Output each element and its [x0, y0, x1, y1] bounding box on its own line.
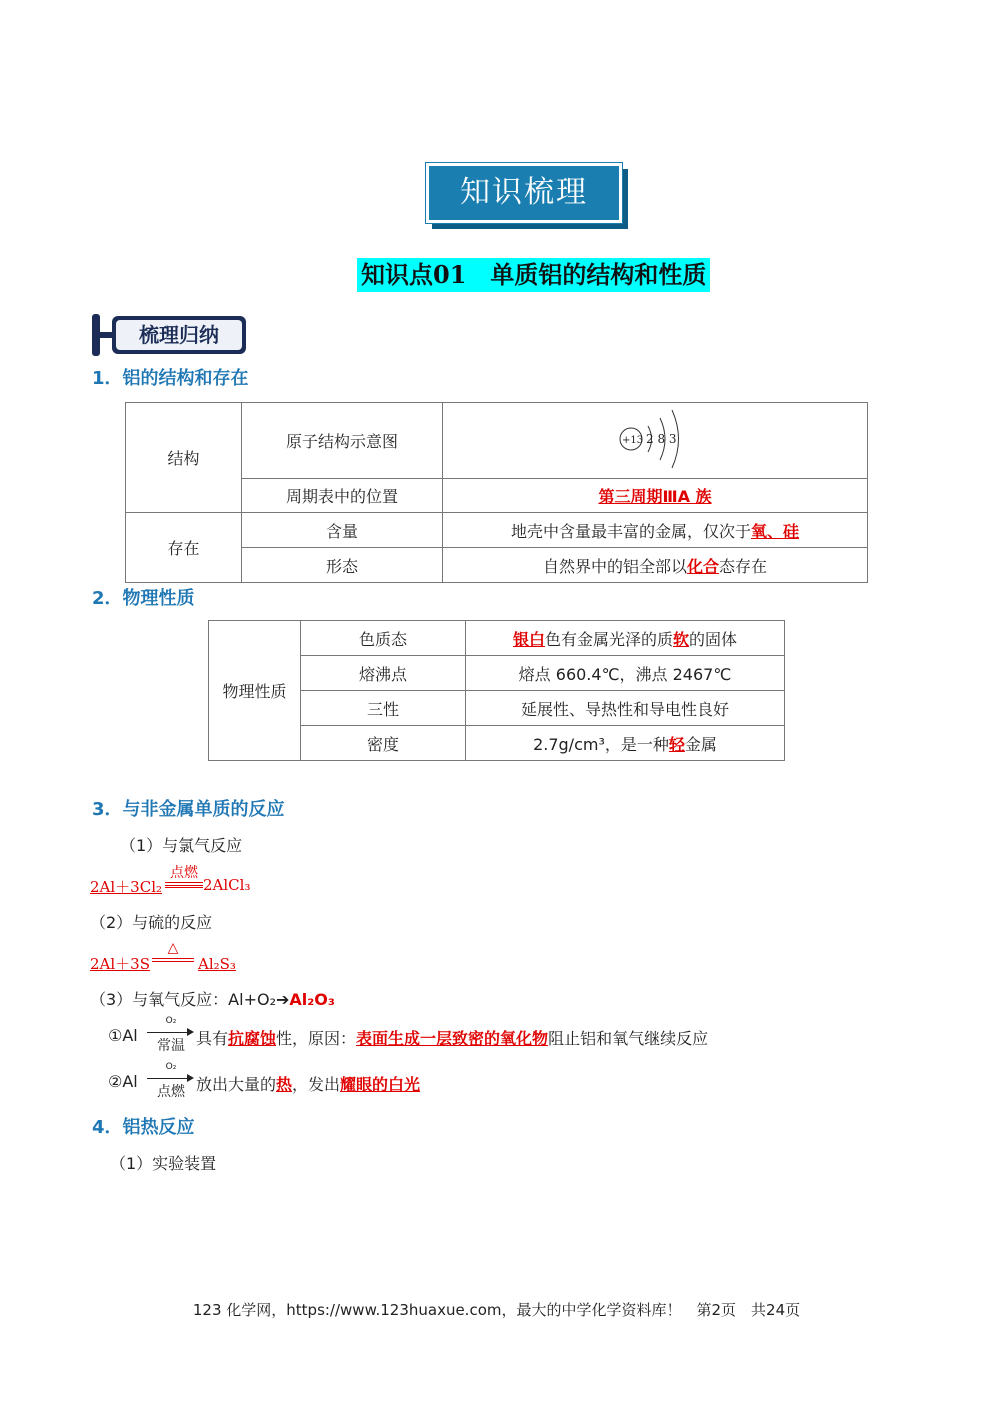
row3-key: 三性: [301, 691, 466, 726]
form-suffix: 态存在: [719, 556, 768, 576]
content-value-text: 地壳中含量最丰富的金属，仅次于: [510, 521, 751, 541]
section3-heading: 3．与非金属单质的反应: [92, 799, 285, 820]
item2-hl1: 热: [276, 1075, 293, 1094]
item1-arrow-bottom: 常温: [157, 1038, 185, 1054]
form-value: [443, 548, 868, 583]
row2-value: 熔点 660.4℃，沸点 2467℃: [466, 656, 785, 691]
atomic-structure-diagram: [610, 406, 700, 472]
page-footer: 123 化学网，https://www.123huaxue.com，最大的中学化学资料库！ 第2页 共24页: [192, 1301, 801, 1319]
oxygen-product: Al₂O₃: [289, 990, 335, 1009]
row1-value: [466, 621, 785, 656]
section4-heading: 4．铝热反应: [92, 1117, 195, 1138]
eq1-equals: [165, 882, 203, 886]
electron-shells: 2 8 3: [646, 431, 677, 446]
form-label: 形态: [242, 548, 443, 583]
structure-table: [125, 402, 868, 583]
oxygen-item1-text: [196, 1026, 708, 1049]
section2-heading: 2．物理性质: [92, 588, 195, 609]
item2-hl2: 耀眼的白光: [340, 1075, 421, 1094]
item1-arrow-top: O₂: [165, 1016, 177, 1026]
tag-label: 梳理归纳: [116, 320, 242, 350]
item2-arrow-bottom: 点燃: [157, 1084, 185, 1100]
content-value-highlight: 氧、硅: [751, 521, 800, 541]
item1-c: 阻止铝和氧气继续反应: [548, 1029, 709, 1048]
row1-hl1: 银白: [512, 629, 545, 649]
period-value-text: 第三周期ⅢA 族: [598, 487, 712, 506]
item2-a: 放出大量的: [196, 1075, 277, 1094]
section-banner: [426, 163, 622, 223]
eq2-left: 2Al＋3S: [90, 955, 150, 973]
period-value: [443, 479, 868, 513]
content-label: 含量: [242, 513, 443, 548]
chlorine-subheading: （1）与氯气反应: [120, 836, 243, 855]
row1-mid: 色有金属光泽的质: [544, 629, 673, 649]
item1-hl1: 抗腐蚀: [228, 1029, 277, 1048]
summary-tag: [92, 314, 248, 356]
tag-bar: [92, 314, 100, 356]
period-label: 周期表中的位置: [242, 479, 443, 513]
eq2-equals: [152, 958, 194, 962]
row4-hl: 轻: [668, 734, 685, 754]
oxygen-item2-text: [196, 1072, 420, 1095]
eq1-equals-bottom: [165, 887, 203, 889]
item1-arrow-line: [147, 1032, 189, 1033]
item2-arrow-top: O₂: [165, 1062, 177, 1072]
structure-label: 结构: [126, 403, 242, 513]
atomic-label: 原子结构示意图: [242, 403, 443, 479]
form-prefix: 自然界中的铝全部以: [542, 556, 687, 576]
row1-hl2: 软: [673, 629, 690, 649]
row4-value: [466, 726, 785, 761]
banner-title: 知识梳理: [426, 163, 622, 223]
row1-key: 色质态: [301, 621, 466, 656]
equation-chlorine: [90, 876, 162, 897]
eq1-right: 2AlCl₃: [203, 876, 251, 894]
knowledge-point-title: 知识点01 单质铝的结构和性质: [357, 258, 710, 292]
oxygen-item1-pre: ①Al: [108, 1026, 138, 1045]
row3-value: 延展性、导热性和导电性良好: [466, 691, 785, 726]
eq2-condition: △: [167, 940, 179, 956]
section1-heading: 1．铝的结构和存在: [92, 368, 249, 389]
content-value: [443, 513, 868, 548]
row2-key: 熔沸点: [301, 656, 466, 691]
form-highlight: 化合: [686, 556, 719, 576]
item2-b: ，发出: [292, 1075, 341, 1094]
nucleus-charge: +13: [622, 434, 644, 446]
eq1-left: 2Al＋3Cl₂: [90, 878, 163, 896]
item1-b: 性，原因：: [276, 1029, 357, 1048]
sulfur-subheading: （2）与硫的反应: [90, 913, 213, 932]
row1-end: 的固体: [689, 629, 738, 649]
oxygen-arrow: ➔: [276, 990, 290, 1009]
oxygen-item2-pre: ②Al: [108, 1072, 138, 1091]
eq2-right: Al₂S₃: [198, 955, 236, 973]
physical-label: 物理性质: [209, 621, 301, 761]
item2-arrow-line: [147, 1078, 189, 1079]
physical-properties-table: [208, 620, 785, 761]
item1-a: 具有: [196, 1029, 229, 1048]
row4-key: 密度: [301, 726, 466, 761]
row4-pre: 2.7g/cm³，是一种: [533, 734, 669, 754]
apparatus-subheading: （1）实验装置: [110, 1154, 217, 1173]
oxygen-subheading-text: （3）与氧气反应：Al+O₂: [90, 990, 276, 1009]
exist-label: 存在: [126, 513, 242, 583]
eq1-condition: 点燃: [170, 865, 198, 881]
row4-end: 金属: [684, 734, 717, 754]
oxygen-subheading: [90, 987, 335, 1010]
item1-hl2: 表面生成一层致密的氧化物: [356, 1029, 549, 1048]
atomic-diagram-cell: [443, 403, 868, 479]
